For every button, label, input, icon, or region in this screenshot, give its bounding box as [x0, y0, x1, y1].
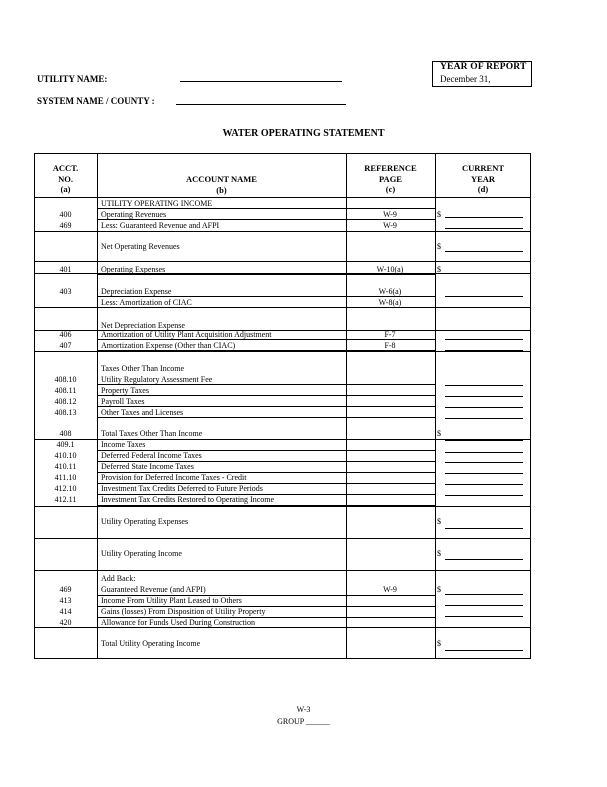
utility-name-field[interactable]	[180, 81, 342, 82]
group-label: GROUP ______	[277, 717, 330, 726]
acct-number: 408.11	[54, 386, 77, 395]
account-name: Total Taxes Other Than Income	[101, 429, 203, 438]
account-name: Income From Utility Plant Leased to Others	[101, 596, 242, 605]
account-name: Total Utility Operating Income	[101, 639, 201, 648]
account-name: Property Taxes	[101, 386, 149, 395]
utility-name-label: UTILITY NAME:	[37, 74, 108, 84]
col-header-ref: REFERENCE PAGE (c)	[364, 163, 417, 194]
acct-number: 412.10	[54, 484, 77, 493]
account-name: Deferred State Income Taxes	[101, 462, 194, 471]
year-of-report-title: YEAR OF REPORT	[440, 62, 527, 72]
account-name: Provision for Deferred Income Taxes - Credit	[101, 473, 247, 482]
account-name: Less: Amortization of CIAC	[101, 298, 192, 307]
dollar-sign: $	[437, 639, 441, 648]
dollar-sign: $	[437, 549, 441, 558]
dollar-sign: $	[437, 210, 441, 219]
acct-number: 408.13	[54, 408, 77, 417]
acct-number: 406	[59, 330, 72, 339]
reference-page: W-9	[383, 585, 397, 594]
reference-page: F-7	[384, 330, 396, 339]
account-name: Amortization Expense (Other than CIAC)	[101, 341, 236, 350]
account-name: Deferred Federal Income Taxes	[101, 451, 202, 460]
account-name: Taxes Other Than Income	[101, 364, 185, 373]
acct-number: 411.10	[54, 473, 77, 482]
col-header-acct: ACCT. NO. (a)	[52, 163, 79, 194]
account-name: Investment Tax Credits Restored to Operating Income	[101, 495, 275, 504]
amount-field[interactable]	[445, 528, 523, 529]
amount-field[interactable]	[445, 559, 523, 560]
row-rule	[97, 505, 435, 506]
system-name-field[interactable]	[176, 104, 346, 105]
account-name: Operating Expenses	[101, 265, 166, 274]
acct-number: 410.10	[54, 451, 77, 460]
year-of-report-date: December 31,	[440, 74, 491, 84]
account-name: Investment Tax Credits Deferred to Future Periods	[101, 484, 263, 493]
acct-number: 400	[59, 210, 72, 219]
acct-number: 414	[59, 607, 72, 616]
acct-number: 469	[59, 585, 72, 594]
account-name: Utility Operating Expenses	[101, 517, 189, 526]
acct-number: 409.1	[56, 440, 75, 449]
amount-field[interactable]	[445, 418, 523, 419]
account-name: Amortization of Utility Plant Acquisition Adjustment	[101, 330, 272, 339]
acct-number: 412.11	[54, 495, 77, 504]
system-name-label: SYSTEM NAME / COUNTY :	[37, 96, 155, 106]
account-name: Gains (losses) From Disposition of Utility Property	[101, 607, 266, 616]
dollar-sign: $	[437, 517, 441, 526]
header-rule	[34, 197, 531, 198]
account-name: Utility Operating Income	[101, 549, 182, 558]
acct-number: 401	[59, 265, 72, 274]
acct-number: 407	[59, 341, 72, 350]
acct-number: 410.11	[54, 462, 77, 471]
reference-page: W-10(a)	[376, 265, 404, 274]
account-name: Operating Revenues	[101, 210, 167, 219]
section-rule	[34, 538, 531, 539]
acct-number: 403	[59, 287, 72, 296]
page-title: WATER OPERATING STATEMENT	[222, 128, 385, 139]
acct-number: 408.10	[54, 375, 77, 384]
account-name: Income Taxes	[101, 440, 146, 449]
section-rule	[34, 351, 531, 352]
acct-number: 420	[59, 618, 72, 627]
account-name: Other Taxes and Licenses	[101, 408, 184, 417]
dollar-sign: $	[437, 585, 441, 594]
account-name: Utility Regulatory Assessment Fee	[101, 375, 213, 384]
account-name: Allowance for Funds Used During Construction	[101, 618, 255, 627]
amount-field[interactable]	[445, 650, 523, 651]
section-rule	[34, 261, 531, 262]
col-header-name: ACCOUNT NAME (b)	[186, 174, 257, 195]
account-name: Net Operating Revenues	[101, 242, 180, 251]
acct-number: 413	[59, 596, 72, 605]
dollar-sign: $	[437, 429, 441, 438]
account-name: Add Back:	[101, 574, 136, 583]
reference-page: W-8(a)	[378, 298, 402, 307]
reference-page: W-9	[383, 210, 397, 219]
account-name: Less: Guaranteed Revenue and AFPI	[101, 221, 220, 230]
account-name: Depreciation Expense	[101, 287, 172, 296]
amount-field[interactable]	[445, 506, 523, 507]
account-name: Payroll Taxes	[101, 397, 145, 406]
dollar-sign: $	[437, 265, 441, 274]
reference-page: F-8	[384, 341, 396, 350]
acct-number: 408	[59, 429, 72, 438]
reference-page: W-9	[383, 221, 397, 230]
dollar-sign: $	[437, 242, 441, 251]
section-rule	[34, 231, 531, 232]
col-header-year: CURRENT YEAR (d)	[461, 163, 505, 194]
section-rule	[34, 570, 531, 571]
account-name: Guaranteed Revenue (and AFPI)	[101, 585, 206, 594]
account-name: Net Depreciation Expense	[101, 321, 185, 330]
acct-number: 408.12	[54, 397, 77, 406]
page-number: W-3	[296, 705, 311, 714]
reference-page: W-6(a)	[378, 287, 402, 296]
acct-number: 469	[59, 221, 72, 230]
account-name: UTILITY OPERATING INCOME	[101, 199, 213, 208]
